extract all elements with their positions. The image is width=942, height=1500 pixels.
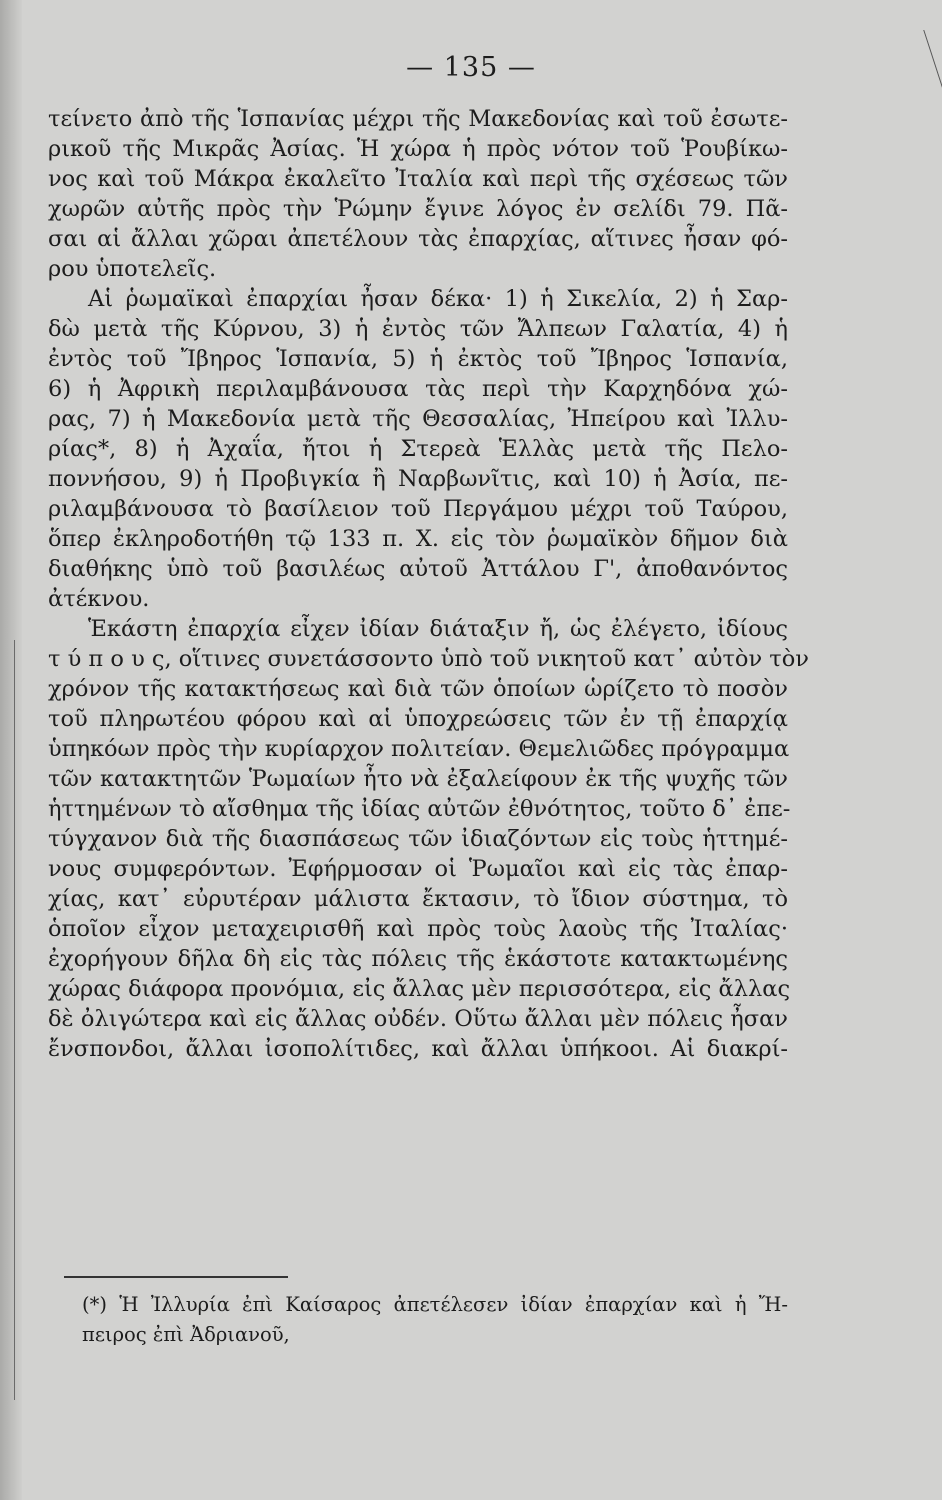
text-line: Αἱ ῥωμαϊκαὶ ἐπαρχίαι ἦσαν δέκα· 1) ἡ Σικελία, 2) ἡ Σαρ- bbox=[88, 286, 788, 312]
text-line: ἔνσπονδοι, ἄλλαι ἰσοπολίτιδες, καὶ ἄλλαι ὑπήκοοι. Αἱ διακρί- bbox=[48, 1036, 788, 1062]
text-line: σαι αἱ ἄλλαι χῶραι ἀπετέλουν τὰς ἐπαρχίας, αἵτινες ἦσαν φό- bbox=[48, 226, 788, 252]
body-text bbox=[48, 104, 809, 1064]
footnotes bbox=[82, 1290, 788, 1350]
text-line: τείνετο ἀπὸ τῆς Ἱσπανίας μέχρι τῆς Μακεδονίας καὶ τοῦ ἐσωτε- bbox=[48, 106, 788, 132]
text-line: δὼ μετὰ τῆς Κύρνου, 3) ἡ ἐντὸς τῶν Ἄλπεων Γαλατία, 4) ἡ bbox=[48, 316, 788, 342]
text-line: ρας, 7) ἡ Μακεδονία μετὰ τῆς Θεσσαλίας, Ἠπείρου καὶ Ἰλλυ- bbox=[48, 406, 788, 432]
text-line: τῶν κατακτητῶν Ῥωμαίων ἦτο νὰ ἐξαλείφουν ἐκ τῆς ψυχῆς τῶν bbox=[48, 766, 788, 792]
text-line: χωρῶν αὐτῆς πρὸς τὴν Ῥώμην ἔγινε λόγος ἐν σελίδι 79. Πᾶ- bbox=[48, 196, 788, 222]
text-line: δὲ ὀλιγώτερα καὶ εἰς ἄλλας οὐδέν. Οὕτω ἄλλαι μὲν πόλεις ἦσαν bbox=[48, 1006, 788, 1032]
binding-edge bbox=[14, 640, 15, 1400]
footnote-line: (*) Ἡ Ἰλλυρία ἐπὶ Καίσαρος ἀπετέλεσεν ἰδίαν ἐπαρχίαν καὶ ἡ Ἤ- bbox=[82, 1293, 788, 1316]
text-line: νους συμφερόντων. Ἐφήρμοσαν οἱ Ῥωμαῖοι καὶ εἰς τὰς ἐπαρ- bbox=[48, 856, 788, 882]
text-line: ὅπερ ἐκληροδοτήθη τῷ 133 π. Χ. εἰς τὸν ῥωμαϊκὸν δῆμον διὰ bbox=[48, 526, 788, 552]
text-line: νος καὶ τοῦ Μάκρα ἐκαλεῖτο Ἰταλία καὶ περὶ τῆς σχέσεως τῶν bbox=[48, 166, 788, 192]
footnote-rule bbox=[64, 1276, 288, 1278]
binding-shadow bbox=[0, 0, 22, 1500]
text-line: ποννήσου, 9) ἡ Προβιγκία ἢ Ναρβωνῖτις, καὶ 10) ἡ Ἀσία, πε- bbox=[48, 466, 788, 492]
text-line: ὑπηκόων πρὸς τὴν κυρίαρχον πολιτείαν. Θεμελιῶδες πρόγραμμα bbox=[48, 736, 790, 762]
text-line: τύγχανον διὰ τῆς διασπάσεως τῶν ἰδιαζόντων εἰς τοὺς ἡττημέ- bbox=[48, 826, 788, 852]
text-line: χίας, κατ᾽ εὐρυτέραν μάλιστα ἔκτασιν, τὸ ἴδιον σύστημα, τὸ bbox=[48, 886, 788, 912]
text-line: ἐντὸς τοῦ Ἴβηρος Ἱσπανία, 5) ἡ ἐκτὸς τοῦ Ἴβηρος Ἱσπανία, bbox=[48, 346, 788, 372]
page-number: — 135 — bbox=[406, 52, 536, 83]
text-line: ἡττημένων τὸ αἴσθημα τῆς ἰδίας αὐτῶν ἐθνότητος, τοῦτο δ᾽ ἐπε- bbox=[48, 796, 791, 822]
text-line: ρικοῦ τῆς Μικρᾶς Ἀσίας. Ἡ χώρα ἡ πρὸς νότον τοῦ Ῥουβίκω- bbox=[48, 136, 788, 162]
text-line: χώρας διάφορα προνόμια, εἰς ἄλλας μὲν περισσότερα, εἰς ἄλλας bbox=[48, 976, 791, 1002]
text-line: 6) ἡ Ἀφρικὴ περιλαμβάνουσα τὰς περὶ τὴν Καρχηδόνα χώ- bbox=[48, 376, 788, 402]
text-line: ὁποῖον εἶχον μεταχειρισθῆ καὶ πρὸς τοὺς λαοὺς τῆς Ἰταλίας· bbox=[48, 916, 788, 942]
text-line: τοῦ πληρωτέου φόρου καὶ αἱ ὑποχρεώσεις τῶν ἐν τῇ ἐπαρχίᾳ bbox=[48, 706, 788, 732]
text-line: ἀτέκνου. bbox=[48, 586, 150, 612]
text-line: Ἑκάστη ἐπαρχία εἶχεν ἰδίαν διάταξιν ἤ, ὡς ἐλέγετο, ἰδίους bbox=[88, 616, 788, 642]
text-line: χρόνον τῆς κατακτήσεως καὶ διὰ τῶν ὁποίων ὡρίζετο τὸ ποσὸν bbox=[48, 676, 788, 702]
text-line: ρίας*, 8) ἡ Ἀχαΐα, ἤτοι ἡ Στερεὰ Ἑλλὰς μετὰ τῆς Πελο- bbox=[48, 436, 788, 462]
text-line: ρου ὑποτελεῖς. bbox=[48, 256, 217, 282]
text-line: διαθήκης ὑπὸ τοῦ βασιλέως αὐτοῦ Ἀττάλου Γ', ἀποθανόντος bbox=[48, 556, 788, 582]
text-line: τ ύ π ο υ ς, οἵτινες συνετάσσοντο ὑπὸ τοῦ νικητοῦ κατ᾽ αὐτὸν τὸν bbox=[48, 646, 809, 672]
text-line: ριλαμβάνουσα τὸ βασίλειον τοῦ Περγάμου μέχρι τοῦ Ταύρου, bbox=[48, 496, 788, 522]
footnote-line: πειρος ἐπὶ Ἀδριανοῦ, bbox=[82, 1323, 290, 1346]
text-line: ἐχορήγουν δῆλα δὴ εἰς τὰς πόλεις τῆς ἑκάστοτε κατακτωμένης bbox=[48, 946, 788, 972]
